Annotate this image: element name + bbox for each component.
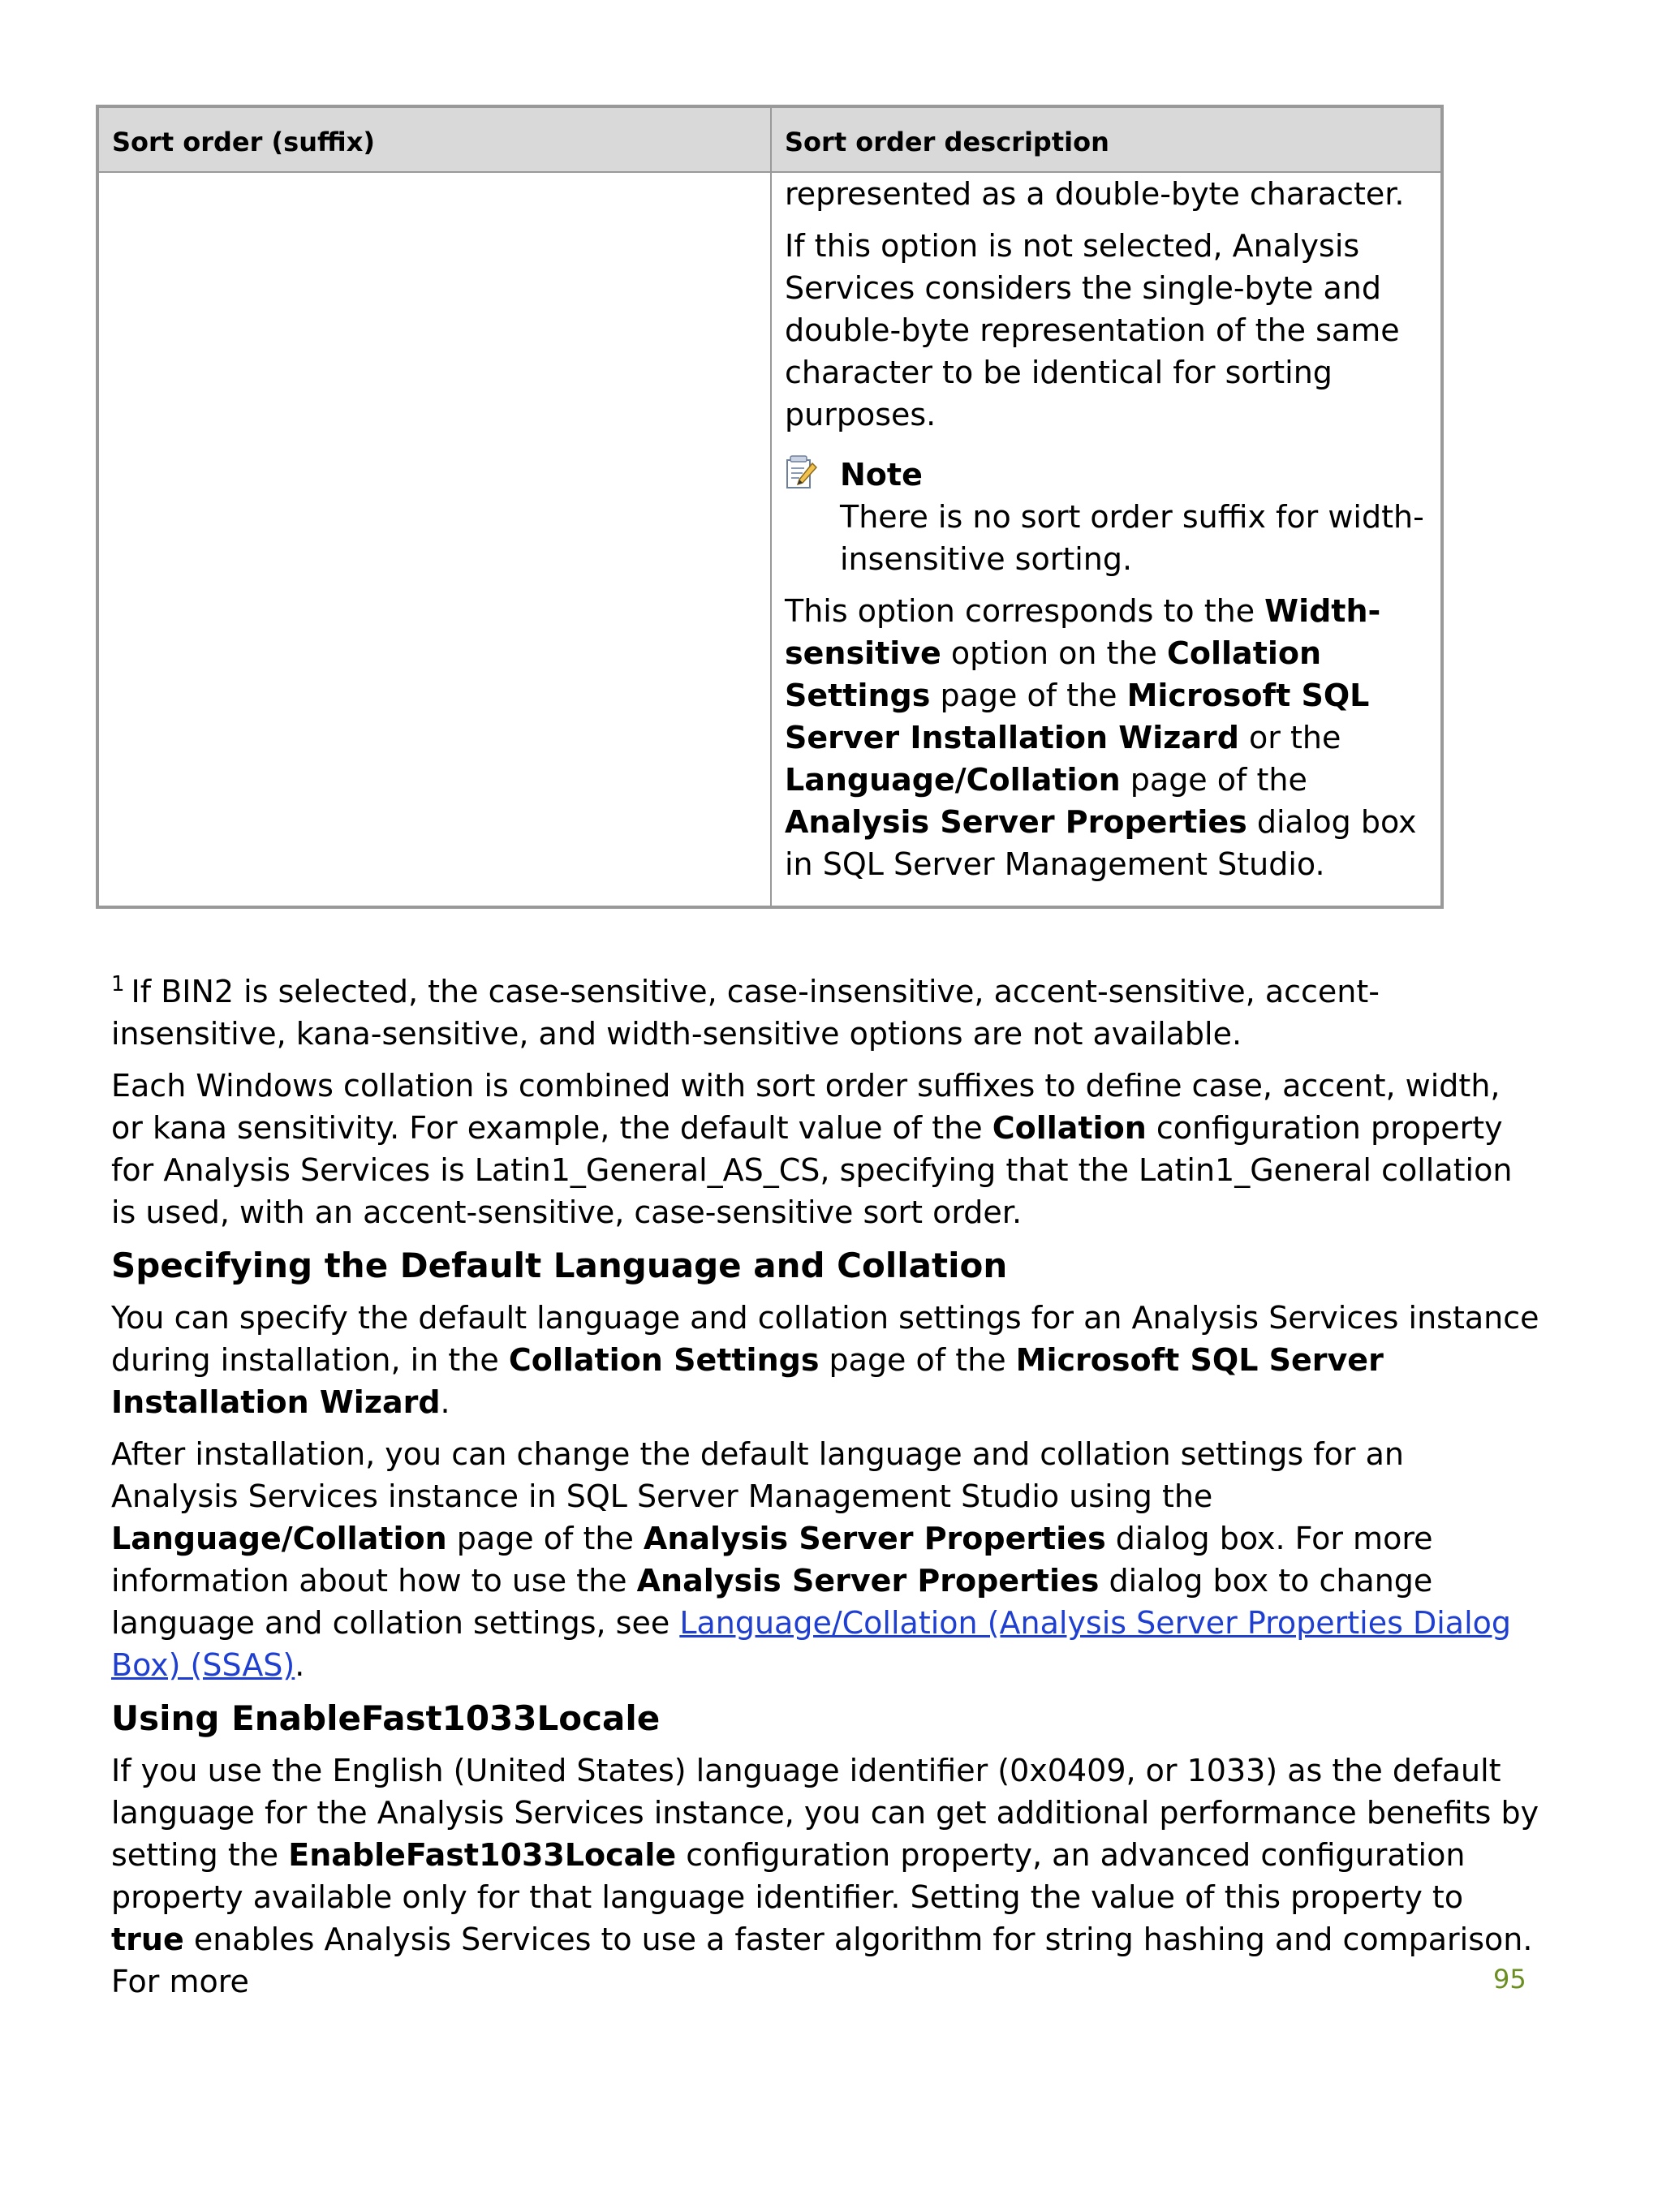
text-run: dialog box to change language and collation settings, see	[111, 1563, 1433, 1641]
text-run: page of the	[930, 678, 1127, 713]
note-title: Note	[840, 457, 923, 493]
note-callout	[785, 454, 1434, 580]
text-run: page of the	[446, 1521, 644, 1556]
footnote-text: If BIN2 is selected, the case-sensitive, case-insensitive, accent-sensitive, accent-insensitive, kana-sensitive, and width-sensitive options are not available.	[111, 974, 1380, 1052]
body-text	[111, 970, 1539, 2012]
bold-analysis-server-properties: Analysis Server Properties	[643, 1521, 1106, 1556]
cell-paragraph-option-corresponds	[785, 590, 1434, 885]
bold-collation-settings: Collation Settings	[508, 1342, 820, 1378]
text-run: dialog box in SQL Server Management Studio.	[785, 804, 1417, 882]
footnote	[111, 970, 1539, 1055]
bold-true: true	[111, 1922, 184, 1957]
bold-language-collation: Language/Collation	[785, 762, 1121, 798]
text-run: You can specify the default language and collation settings for an Analysis Services instance during installation, in the	[111, 1300, 1539, 1378]
text-run: configuration property for Analysis Services is Latin1_General_AS_CS, specifying that the Latin1_General collation is used, with an accent-sensitive, case-sensitive sort order.	[111, 1110, 1513, 1230]
heading-specifying-default-language: Specifying the Default Language and Collation	[111, 1246, 1008, 1285]
text-run: or the	[1238, 720, 1341, 755]
text-run: page of the	[819, 1342, 1016, 1378]
bold-collation: Collation	[992, 1110, 1147, 1146]
paragraph-during-installation	[111, 1297, 1539, 1423]
text-run: .	[295, 1647, 305, 1683]
text-run: dialog box. For more information about how to use the	[111, 1521, 1433, 1599]
bold-language-collation: Language/Collation	[111, 1521, 447, 1556]
bold-collation-settings: Collation Settings	[785, 635, 1322, 713]
paragraph-after-installation	[111, 1433, 1539, 1686]
bold-installation-wizard: Microsoft SQL Server Installation Wizard	[785, 678, 1370, 755]
paragraph-english-identifier	[111, 1749, 1539, 2003]
table-header-sort-order-description: Sort order description	[785, 127, 1109, 157]
bold-installation-wizard: Microsoft SQL Server Installation Wizard	[111, 1342, 1384, 1420]
text-run: enables Analysis Services to use a faster algorithm for string hashing and comparison. For more	[111, 1922, 1533, 1999]
description-cell	[785, 173, 1434, 895]
text-run: option on the	[941, 635, 1167, 671]
heading-using-enablefast1033locale: Using EnableFast1033Locale	[111, 1698, 661, 1738]
text-run: page of the	[1120, 762, 1307, 798]
note-icon	[785, 455, 817, 491]
page-number: 95	[1493, 1964, 1526, 1995]
text-run: If you use the English (United States) language identifier (0x0409, or 1033) as the default language for the Analysis Services instance, you can get additional performance benefits by setting the	[111, 1753, 1539, 1873]
text-run: Each Windows collation is combined with sort order suffixes to define case, accent, width, or kana sensitivity. For example, the default value of the	[111, 1068, 1501, 1146]
text-run: After installation, you can change the default language and collation settings for an Analysis Services instance in SQL Server Management Studio using the	[111, 1436, 1404, 1514]
sort-order-table	[96, 105, 1444, 909]
language-collation-link[interactable]: Language/Collation (Analysis Server Properties Dialog Box) (SSAS)	[111, 1605, 1512, 1683]
text-run: .	[440, 1384, 450, 1420]
bold-analysis-server-properties: Analysis Server Properties	[636, 1563, 1100, 1599]
paragraph-windows-collation	[111, 1065, 1539, 1233]
table-header-sort-order-suffix: Sort order (suffix)	[112, 127, 375, 157]
footnote-marker: 1	[111, 972, 125, 996]
bold-enablefast1033locale: EnableFast1033Locale	[288, 1837, 677, 1873]
continued-line: represented as a double-byte character.	[785, 176, 1405, 212]
bold-width-sensitive: Width-sensitive	[785, 593, 1381, 671]
note-text: There is no sort order suffix for width-insensitive sorting.	[840, 499, 1424, 577]
cell-paragraph-not-selected: If this option is not selected, Analysis Services considers the single-byte and double-byte representation of the same character to be identical for sorting purposes.	[785, 228, 1400, 433]
text-run: configuration property, an advanced configuration property available only for that language identifier. Setting the value of this property to	[111, 1837, 1466, 1915]
text-run: This option corresponds to the	[785, 593, 1265, 629]
column-divider	[770, 108, 772, 906]
bold-analysis-server-properties: Analysis Server Properties	[785, 804, 1247, 840]
